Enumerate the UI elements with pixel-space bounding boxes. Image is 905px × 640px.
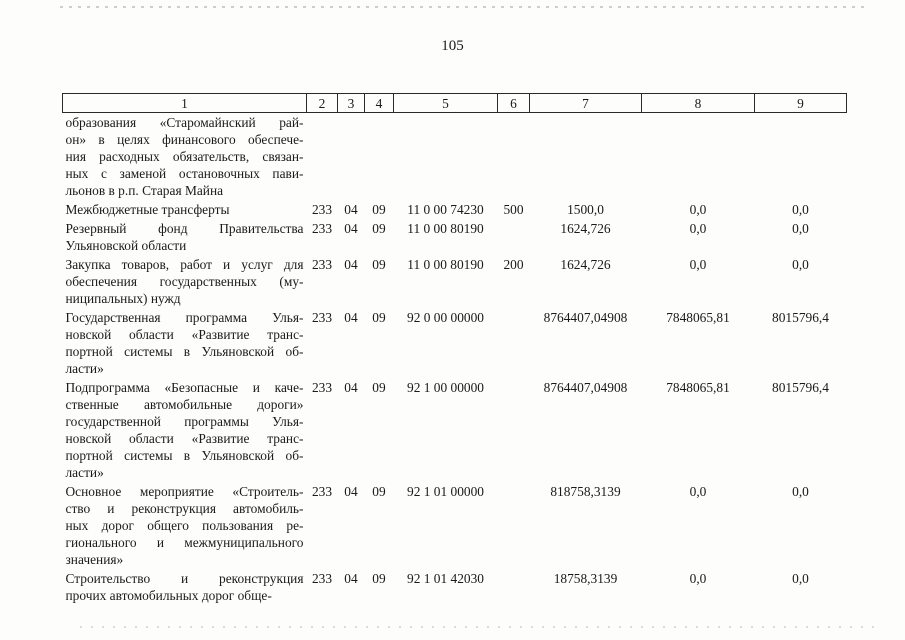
row-col-2-cell: 233 — [311, 571, 333, 586]
row-col-9-cell: 0,0 — [792, 257, 809, 272]
row-name-line: Основное мероприятие «Строитель- — [65, 484, 304, 499]
row-col-2-cell: 233 — [311, 221, 333, 236]
row-col-8-cell: 0,0 — [689, 571, 707, 586]
row-col-8-cell: 0,0 — [689, 221, 707, 236]
row-col-2-cell: 233 — [311, 310, 333, 325]
header-row — [63, 94, 847, 113]
row-col-5-cell: 92 1 01 00000 — [407, 484, 484, 499]
row-name-line: льонов в р.п. Старая Майна — [65, 183, 224, 198]
row-name-line: ния расходных обязательств, связан- — [65, 149, 304, 164]
table-row — [63, 219, 847, 255]
row-col-8-cell: 0,0 — [689, 257, 707, 272]
row-col-7-cell — [530, 113, 642, 201]
row-name-line: образования «Старомайнский рай- — [65, 115, 304, 130]
row-col-6-cell — [498, 569, 530, 605]
row-name-line: портной системы в Ульяновской об- — [65, 344, 304, 359]
row-name-line: он» в целях финансового обеспече- — [65, 132, 304, 147]
row-col-9-cell: 0,0 — [792, 202, 809, 217]
row-col-5-cell: 92 1 00 00000 — [407, 380, 484, 395]
row-col-2-cell: 233 — [311, 257, 333, 272]
budget-table — [62, 93, 847, 605]
row-col-5-cell: 92 0 00 00000 — [407, 310, 484, 325]
table-row — [63, 569, 847, 605]
row-col-8-cell: 7848065,81 — [666, 380, 730, 395]
row-col-3-cell: 04 — [344, 257, 358, 272]
row-name-line: ниципальных) нужд — [65, 291, 181, 306]
table-row — [63, 482, 847, 569]
row-col-9-cell: 8015796,4 — [772, 380, 829, 395]
row-col-5-cell: 92 1 01 42030 — [407, 571, 484, 586]
row-col-6-cell — [498, 378, 530, 482]
row-name-cell — [63, 113, 307, 201]
header-col-4: 4 — [365, 94, 394, 113]
row-col-4-cell: 09 — [372, 221, 386, 236]
row-col-3-cell: 04 — [344, 202, 358, 217]
row-col-6-cell: 200 — [503, 257, 524, 272]
table-row — [63, 113, 847, 201]
row-name-line: ственные автомобильные дороги» — [65, 397, 304, 412]
row-col-4-cell: 09 — [372, 571, 386, 586]
row-col-7-cell: 8764407,04908 — [543, 380, 628, 395]
row-name-cell — [63, 219, 307, 255]
table-row — [63, 255, 847, 308]
row-col-4-cell: 09 — [372, 484, 386, 499]
row-col-8-cell: 7848065,81 — [666, 310, 730, 325]
row-col-2-cell — [307, 113, 338, 201]
row-name-line: ных дорог общего пользования ре- — [65, 518, 304, 533]
table-body — [63, 113, 847, 606]
header-col-5: 5 — [394, 94, 498, 113]
page-number: 105 — [441, 38, 464, 54]
table-row — [63, 378, 847, 482]
row-name-cell — [63, 482, 307, 569]
row-name-line: Закупка товаров, работ и услуг для — [65, 257, 304, 272]
row-col-9-cell: 0,0 — [792, 484, 809, 499]
header-col-6: 6 — [498, 94, 530, 113]
row-name-line: Межбюджетные трансферты — [65, 202, 230, 217]
row-name-line: Строительство и реконструкция — [65, 571, 304, 586]
row-col-4-cell: 09 — [372, 257, 386, 272]
row-col-9-cell: 0,0 — [792, 221, 809, 236]
table-header — [63, 94, 847, 113]
row-name-line: значения» — [65, 552, 124, 567]
row-col-3-cell: 04 — [344, 310, 358, 325]
row-name-cell — [63, 569, 307, 605]
row-name-line: новской области «Развитие транс- — [65, 431, 304, 446]
row-col-8-cell: 0,0 — [689, 484, 707, 499]
header-col-7: 7 — [530, 94, 642, 113]
row-col-9-cell: 8015796,4 — [772, 310, 829, 325]
table-row — [63, 308, 847, 378]
row-name-line: новской области «Развитие транс- — [65, 327, 304, 342]
header-col-9: 9 — [755, 94, 847, 113]
row-col-9-cell — [755, 113, 847, 201]
row-name-cell — [63, 378, 307, 482]
row-name-line: государственной программы Улья- — [65, 414, 304, 429]
row-col-5-cell: 11 0 00 74230 — [407, 202, 484, 217]
row-col-9-cell: 0,0 — [792, 571, 809, 586]
row-col-3-cell: 04 — [344, 484, 358, 499]
row-name-line: ных с заменой остановочных пави- — [65, 166, 304, 181]
header-col-3: 3 — [338, 94, 365, 113]
table-row — [63, 200, 847, 219]
row-name-line: портной системы в Ульяновской об- — [65, 448, 304, 463]
row-col-2-cell: 233 — [311, 380, 333, 395]
row-col-7-cell: 8764407,04908 — [543, 310, 628, 325]
row-name-line: Ульяновской области — [65, 238, 187, 253]
row-col-7-cell: 1624,726 — [560, 221, 611, 236]
header-col-2: 2 — [307, 94, 338, 113]
row-name-line: ласти» — [65, 465, 104, 480]
row-col-4-cell: 09 — [372, 310, 386, 325]
row-name-line: Государственная программа Улья- — [65, 310, 304, 325]
row-name-line: прочих автомобильных дорог обще- — [65, 588, 272, 603]
row-col-5-cell — [394, 113, 498, 201]
row-col-2-cell: 233 — [311, 202, 333, 217]
row-col-3-cell: 04 — [344, 221, 358, 236]
row-name-line: Подпрограмма «Безопасные и каче- — [65, 380, 304, 395]
header-col-8: 8 — [642, 94, 755, 113]
row-col-7-cell: 818758,3139 — [550, 484, 621, 499]
row-name-line: ство и реконструкция автомобиль- — [65, 501, 304, 516]
row-name-cell — [63, 255, 307, 308]
row-col-3-cell: 04 — [344, 571, 358, 586]
row-col-5-cell: 11 0 00 80190 — [407, 257, 484, 272]
row-col-6-cell: 500 — [503, 202, 524, 217]
row-col-6-cell — [498, 308, 530, 378]
row-col-6-cell — [498, 113, 530, 201]
row-col-6-cell — [498, 482, 530, 569]
row-col-7-cell: 1624,726 — [560, 257, 611, 272]
row-col-3-cell: 04 — [344, 380, 358, 395]
row-col-8-cell: 0,0 — [689, 202, 707, 217]
row-col-5-cell: 11 0 00 80190 — [407, 221, 484, 236]
row-name-line: Резервный фонд Правительства — [65, 221, 304, 236]
header-col-1: 1 — [63, 94, 307, 113]
scan-artifact-top — [60, 6, 865, 8]
row-col-4-cell: 09 — [372, 202, 386, 217]
row-col-2-cell: 233 — [311, 484, 333, 499]
row-name-line: гионального и межмуниципального — [65, 535, 304, 550]
row-name-cell — [63, 200, 307, 219]
row-name-line: ласти» — [65, 361, 104, 376]
row-col-8-cell — [642, 113, 755, 201]
row-col-7-cell: 18758,3139 — [553, 571, 618, 586]
row-col-6-cell — [498, 219, 530, 255]
row-col-7-cell: 1500,0 — [567, 202, 604, 217]
scan-artifact-bottom — [80, 626, 875, 628]
row-col-3-cell — [338, 113, 365, 201]
row-name-cell — [63, 308, 307, 378]
row-col-4-cell: 09 — [372, 380, 386, 395]
row-name-line: обеспечения государственных (му- — [65, 274, 304, 289]
row-col-4-cell — [365, 113, 394, 201]
